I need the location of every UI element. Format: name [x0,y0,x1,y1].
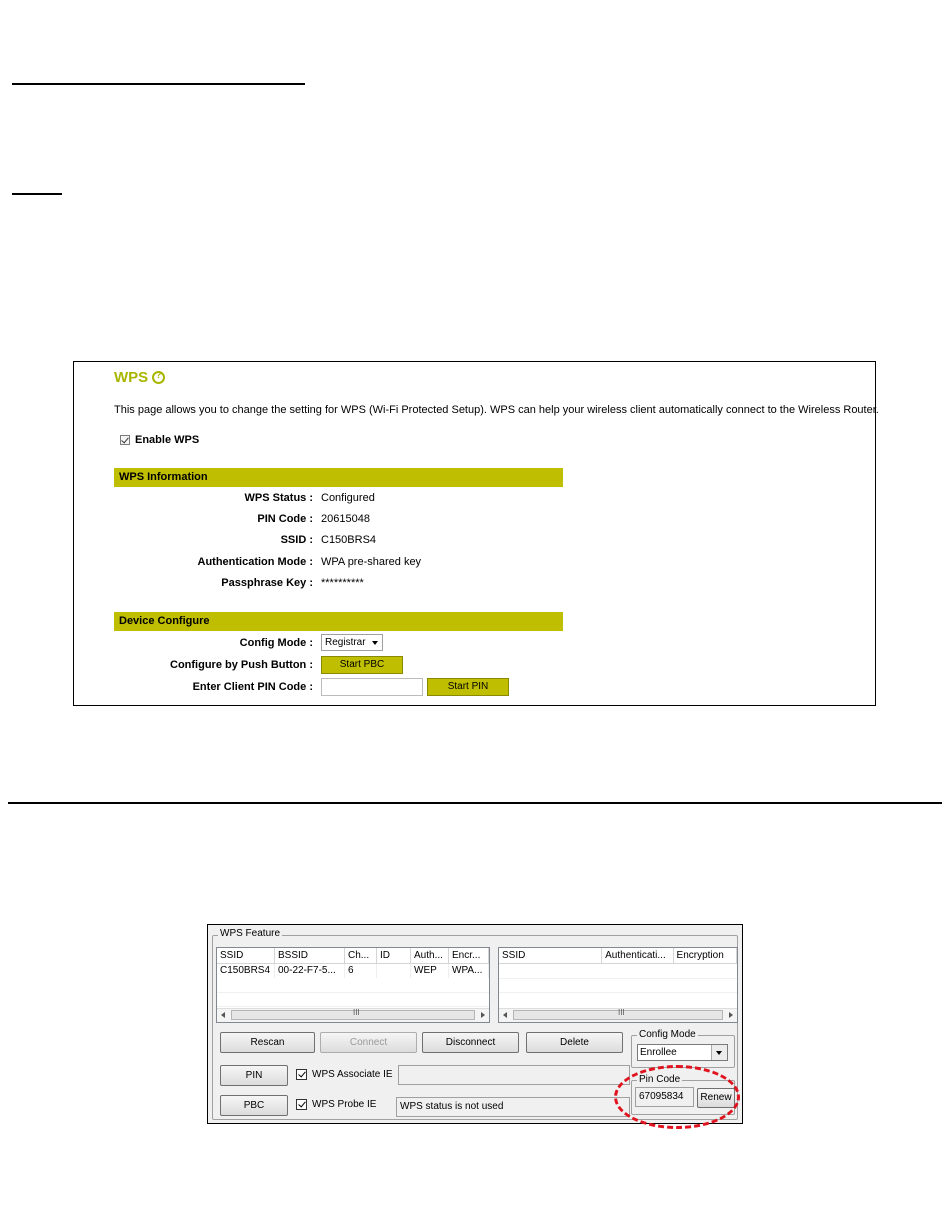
row-divider [499,978,737,979]
delete-button[interactable]: Delete [526,1032,623,1053]
row-divider [499,992,737,993]
config-mode-group-title: Config Mode [639,1029,696,1040]
row-encryption: WPA... [449,964,489,978]
probe-ie-checkbox[interactable] [296,1099,307,1110]
section-divider [8,802,942,804]
note-underline [12,193,62,195]
client-pin-input[interactable] [321,678,423,696]
pbc-button[interactable]: PBC [220,1095,288,1116]
wps-status-label: WPS Status : [244,492,313,504]
pin-code-group-title: Pin Code [639,1074,681,1085]
col-ssid[interactable]: SSID [217,948,275,963]
config-mode-label: Config Mode : [239,637,313,649]
probe-ie-row[interactable] [296,1099,376,1110]
ssid-label: SSID : [280,534,313,546]
router-wps-panel [73,361,879,706]
wps-page-description: This page allows you to change the setting for WPS (Wi-Fi Protected Setup). WPS can help your wireless client automatically connect to the Wireless Router. [114,404,879,416]
passphrase-value: ********** [321,577,364,589]
config-mode-combo-value: Enrollee [640,1047,677,1058]
wps-page-title [114,369,165,386]
pin-button[interactable]: PIN [220,1065,288,1086]
renew-button[interactable]: Renew [697,1088,735,1108]
auth-mode-row [114,556,563,570]
scroll-thumb[interactable] [513,1010,723,1020]
rescan-button[interactable]: Rescan [220,1032,315,1053]
device-configure-header: Device Configure [114,612,563,631]
client-pin-label: Enter Client PIN Code : [192,681,313,693]
enable-wps-checkbox[interactable] [120,435,130,445]
row-divider [217,992,489,993]
connect-button[interactable]: Connect [320,1032,417,1053]
col-encryption[interactable]: Encr... [449,948,489,963]
list-item[interactable] [217,964,489,978]
associate-ie-label: WPS Associate IE [312,1069,393,1080]
chevron-down-icon[interactable] [711,1045,727,1060]
wps-title-text: WPS [114,369,149,386]
scroll-grip: III [353,1008,360,1017]
wps-status-value: Configured [321,492,375,504]
profile-list[interactable] [498,947,738,1023]
scroll-right-icon[interactable] [729,1012,733,1018]
associate-ie-checkbox[interactable] [296,1069,307,1080]
col-bssid[interactable]: BSSID [275,948,345,963]
auth-mode-value: WPA pre-shared key [321,556,422,568]
config-mode-select[interactable] [321,634,383,651]
passphrase-label: Passphrase Key : [221,577,313,589]
col-channel[interactable]: Ch... [345,948,377,963]
enable-wps-label: Enable WPS [135,434,200,446]
wps-status-row [114,492,563,506]
config-mode-row [114,637,563,651]
wps-status-field: WPS status is not used [396,1097,630,1117]
row-channel: 6 [345,964,377,978]
profile-list-header [499,948,737,964]
network-list-scrollbar[interactable] [217,1008,489,1022]
network-list-header [217,948,489,964]
scroll-right-icon[interactable] [481,1012,485,1018]
scroll-left-icon[interactable] [221,1012,225,1018]
enable-wps-row[interactable] [120,434,199,446]
associate-ie-field [398,1065,630,1085]
passphrase-row [114,577,563,591]
col-profile-encryption[interactable]: Encryption [674,948,737,963]
scroll-left-icon[interactable] [503,1012,507,1018]
probe-ie-label: WPS Probe IE [312,1099,377,1110]
pin-code-highlight [614,1065,740,1129]
config-mode-combo[interactable] [637,1044,728,1061]
scroll-thumb[interactable] [231,1010,475,1020]
pin-code-row [114,513,563,527]
heading-underline [12,83,305,85]
ssid-row [114,534,563,548]
wps-information-header: WPS Information [114,468,563,487]
row-ssid: C150BRS4 [217,964,275,978]
col-profile-auth[interactable]: Authenticati... [602,948,673,963]
col-id[interactable]: ID [377,948,411,963]
push-button-label: Configure by Push Button : [170,659,313,671]
help-icon[interactable] [152,371,165,384]
row-id [377,964,411,978]
pin-code-label: PIN Code : [257,513,313,525]
disconnect-button[interactable]: Disconnect [422,1032,519,1053]
profile-list-scrollbar[interactable] [499,1008,737,1022]
config-mode-selected: Registrar [325,637,366,648]
scroll-grip: III [618,1008,625,1017]
wps-feature-group-title: WPS Feature [220,928,281,939]
col-auth[interactable]: Auth... [411,948,449,963]
row-bssid: 00-22-F7-5... [275,964,345,978]
pin-code-value: 20615048 [321,513,370,525]
chevron-down-icon [372,641,378,645]
col-profile-ssid[interactable]: SSID [499,948,602,963]
ssid-value: C150BRS4 [321,534,377,546]
pin-code-field: 67095834 [635,1087,694,1107]
auth-mode-label: Authentication Mode : [197,556,313,568]
row-auth: WEP [411,964,449,978]
associate-ie-row[interactable] [296,1069,393,1080]
start-pin-button[interactable]: Start PIN [427,678,509,696]
start-pbc-button[interactable]: Start PBC [321,656,403,674]
network-list[interactable] [216,947,490,1023]
row-divider [217,1006,489,1007]
